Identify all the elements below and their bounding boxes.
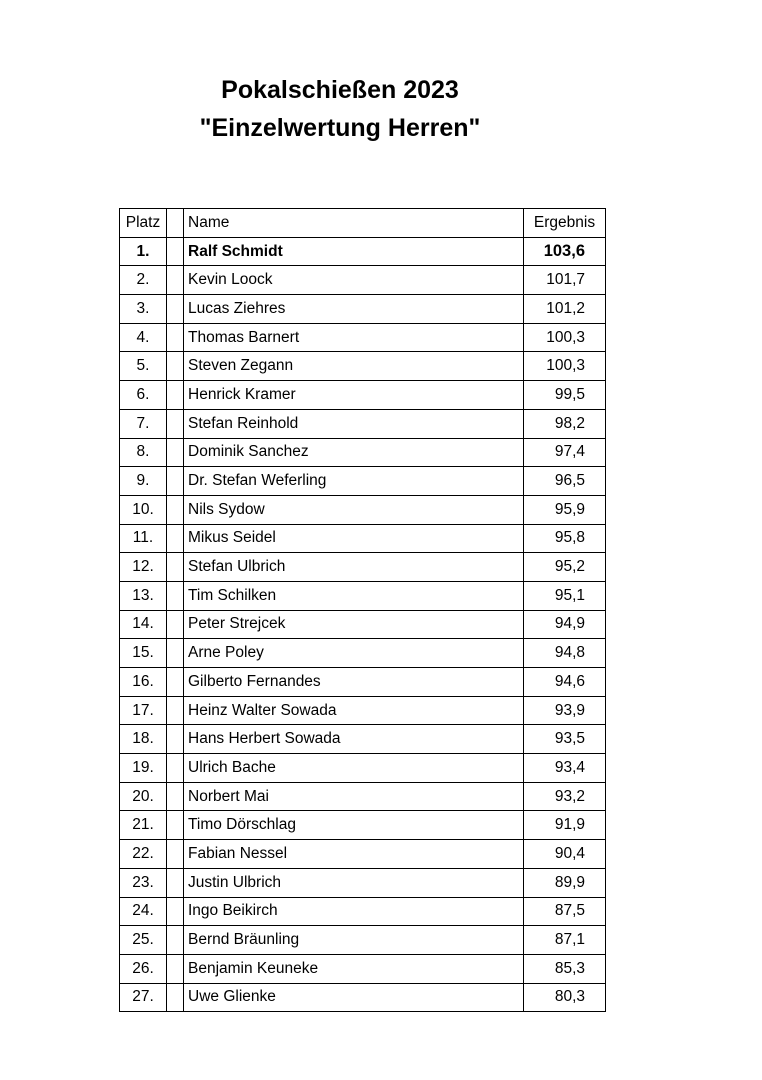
table-row [120,668,606,697]
result-cell: 101,2 [524,295,606,324]
table-row [120,983,606,1012]
header-name: Name [184,209,524,238]
result-cell: 97,4 [524,438,606,467]
place-cell: 1. [120,237,167,266]
result-cell: 99,5 [524,381,606,410]
place-cell: 19. [120,754,167,783]
table-row [120,237,606,266]
name-cell: Kevin Loock [184,266,524,295]
result-cell: 96,5 [524,467,606,496]
table-row [120,868,606,897]
table-row [120,725,606,754]
name-cell: Dr. Stefan Weferling [184,467,524,496]
spacer-cell [167,811,184,840]
table-row [120,696,606,725]
place-cell: 20. [120,782,167,811]
header-place: Platz [120,209,167,238]
name-cell: Arne Poley [184,639,524,668]
result-cell: 93,2 [524,782,606,811]
name-cell: Benjamin Keuneke [184,954,524,983]
table-row [120,467,606,496]
name-cell: Gilberto Fernandes [184,668,524,697]
place-cell: 15. [120,639,167,668]
spacer-cell [167,438,184,467]
header-result: Ergebnis [524,209,606,238]
table-row [120,811,606,840]
document-title: Pokalschießen 2023 [221,76,459,104]
name-cell: Justin Ulbrich [184,868,524,897]
table-row [120,352,606,381]
table-row [120,782,606,811]
result-cell: 93,5 [524,725,606,754]
spacer-cell [167,467,184,496]
spacer-cell [167,295,184,324]
name-cell: Henrick Kramer [184,381,524,410]
result-cell: 93,9 [524,696,606,725]
place-cell: 22. [120,840,167,869]
name-cell: Bernd Bräunling [184,926,524,955]
spacer-cell [167,237,184,266]
name-cell: Thomas Barnert [184,323,524,352]
result-cell: 94,9 [524,610,606,639]
table-header-row [120,209,606,238]
table-row [120,954,606,983]
result-cell: 90,4 [524,840,606,869]
place-cell: 3. [120,295,167,324]
result-cell: 85,3 [524,954,606,983]
place-cell: 12. [120,553,167,582]
place-cell: 17. [120,696,167,725]
spacer-cell [167,639,184,668]
place-cell: 25. [120,926,167,955]
name-cell: Norbert Mai [184,782,524,811]
result-cell: 100,3 [524,352,606,381]
result-cell: 93,4 [524,754,606,783]
name-cell: Stefan Reinhold [184,409,524,438]
result-cell: 103,6 [524,237,606,266]
spacer-cell [167,897,184,926]
spacer-cell [167,926,184,955]
table-row [120,926,606,955]
name-cell: Peter Strejcek [184,610,524,639]
result-cell: 94,6 [524,668,606,697]
table-row [120,754,606,783]
name-cell: Heinz Walter Sowada [184,696,524,725]
place-cell: 6. [120,381,167,410]
place-cell: 16. [120,668,167,697]
name-cell: Steven Zegann [184,352,524,381]
table-row [120,266,606,295]
place-cell: 2. [120,266,167,295]
table-row [120,840,606,869]
name-cell: Uwe Glienke [184,983,524,1012]
result-cell: 101,7 [524,266,606,295]
place-cell: 14. [120,610,167,639]
spacer-cell [167,323,184,352]
name-cell: Ingo Beikirch [184,897,524,926]
spacer-cell [167,581,184,610]
place-cell: 24. [120,897,167,926]
table-row [120,610,606,639]
spacer-cell [167,840,184,869]
spacer-cell [167,610,184,639]
place-cell: 9. [120,467,167,496]
place-cell: 26. [120,954,167,983]
result-cell: 89,9 [524,868,606,897]
place-cell: 11. [120,524,167,553]
spacer-cell [167,352,184,381]
results-table [119,208,606,1012]
result-cell: 98,2 [524,409,606,438]
table-row [120,524,606,553]
spacer-cell [167,524,184,553]
spacer-cell [167,954,184,983]
place-cell: 8. [120,438,167,467]
table-row [120,495,606,524]
name-cell: Ralf Schmidt [184,237,524,266]
place-cell: 23. [120,868,167,897]
place-cell: 13. [120,581,167,610]
place-cell: 18. [120,725,167,754]
result-cell: 87,5 [524,897,606,926]
table-row [120,438,606,467]
result-cell: 80,3 [524,983,606,1012]
header-spacer [167,209,184,238]
name-cell: Stefan Ulbrich [184,553,524,582]
name-cell: Dominik Sanchez [184,438,524,467]
place-cell: 5. [120,352,167,381]
place-cell: 10. [120,495,167,524]
place-cell: 27. [120,983,167,1012]
result-cell: 95,8 [524,524,606,553]
place-cell: 21. [120,811,167,840]
spacer-cell [167,754,184,783]
name-cell: Mikus Seidel [184,524,524,553]
table-row [120,323,606,352]
spacer-cell [167,668,184,697]
name-cell: Tim Schilken [184,581,524,610]
spacer-cell [167,725,184,754]
name-cell: Lucas Ziehres [184,295,524,324]
table-row [120,553,606,582]
table-row [120,381,606,410]
result-cell: 95,9 [524,495,606,524]
name-cell: Hans Herbert Sowada [184,725,524,754]
result-cell: 95,2 [524,553,606,582]
place-cell: 4. [120,323,167,352]
table-row [120,897,606,926]
name-cell: Timo Dörschlag [184,811,524,840]
spacer-cell [167,696,184,725]
table-row [120,409,606,438]
spacer-cell [167,868,184,897]
spacer-cell [167,553,184,582]
document-subtitle: "Einzelwertung Herren" [199,114,481,142]
result-cell: 94,8 [524,639,606,668]
result-cell: 95,1 [524,581,606,610]
result-cell: 100,3 [524,323,606,352]
spacer-cell [167,266,184,295]
name-cell: Nils Sydow [184,495,524,524]
table-row [120,639,606,668]
spacer-cell [167,495,184,524]
result-cell: 91,9 [524,811,606,840]
spacer-cell [167,983,184,1012]
table-row [120,581,606,610]
name-cell: Fabian Nessel [184,840,524,869]
place-cell: 7. [120,409,167,438]
result-cell: 87,1 [524,926,606,955]
name-cell: Ulrich Bache [184,754,524,783]
table-row [120,295,606,324]
spacer-cell [167,381,184,410]
spacer-cell [167,409,184,438]
spacer-cell [167,782,184,811]
